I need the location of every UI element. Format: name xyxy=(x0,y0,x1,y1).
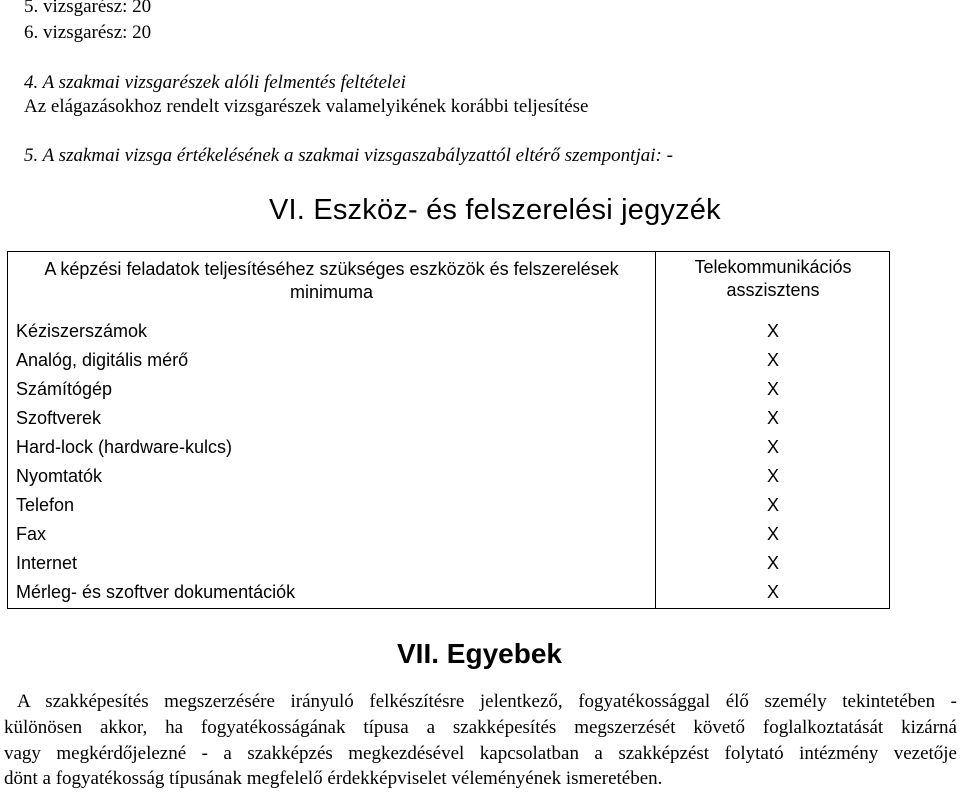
table-row-mark: X xyxy=(766,524,779,544)
table-row xyxy=(8,519,889,548)
table-row-item: Szoftverek xyxy=(16,408,102,428)
table-row-item: Hard-lock (hardware-kulcs) xyxy=(16,437,233,457)
section-4-title: 4. A szakmai vizsgarészek alóli felmentés feltételei xyxy=(24,72,406,93)
table-row-mark: X xyxy=(766,408,779,428)
section-7-paragraph-line: vagy megkérdőjelezné - a szakképzés megkezdésével kapcsolatban a szakképzést folytató intézmény vezetője xyxy=(4,743,957,764)
table-row-mark: X xyxy=(766,350,779,370)
table-header-right-line2: asszisztens xyxy=(726,280,820,300)
table-row-item: Telefon xyxy=(16,495,75,515)
section-7-heading: VII. Egyebek xyxy=(397,638,562,669)
section-5-title: 5. A szakmai vizsga értékelésének a szakmai vizsgaszabályzattól eltérő szempontjai: - xyxy=(24,145,673,166)
section-7-paragraph-line: dönt a fogyatékosság típusának megfelelő érdekképviselet véleményének ismeretében. xyxy=(4,768,663,789)
table-row-mark: X xyxy=(766,582,779,602)
table-row-mark: X xyxy=(766,466,779,486)
table-row xyxy=(8,577,889,606)
table-row xyxy=(8,403,889,432)
section-7-paragraph-line: különösen akkor, ha fogyatékosságának típusa a szakképesítés megszerzését követő foglalkoztatását kizárná xyxy=(4,717,957,738)
table-header-right-line1: Telekommunikációs xyxy=(694,257,852,277)
exam-part-6-line: 6. vizsgarész: 20 xyxy=(24,22,152,43)
section-6-heading: VI. Eszköz- és felszerelési jegyzék xyxy=(269,194,721,226)
table-row-mark: X xyxy=(766,495,779,515)
table-row xyxy=(8,432,889,461)
table-row-mark: X xyxy=(766,553,779,573)
table-row-item: Mérleg- és szoftver dokumentációk xyxy=(16,582,296,602)
table-row xyxy=(8,345,889,374)
table-row-item: Nyomtatók xyxy=(16,466,103,486)
table-row-item: Internet xyxy=(16,553,78,573)
table-row-item: Számítógép xyxy=(16,379,113,399)
table-row xyxy=(8,316,889,345)
table-row xyxy=(8,374,889,403)
table-row-mark: X xyxy=(766,437,779,457)
table-header-left-line1: A képzési feladatok teljesítéséhez szükséges eszközök és felszerelések xyxy=(44,259,619,279)
table-header-left xyxy=(8,258,655,304)
table-header-right xyxy=(656,256,890,302)
table-row-mark: X xyxy=(766,379,779,399)
exam-part-5-line: 5. vizsgarész: 20 xyxy=(24,0,152,17)
table-row xyxy=(8,548,889,577)
table-row-item: Analóg, digitális mérő xyxy=(16,350,189,370)
section-7-paragraph-line: A szakképesítés megszerzésére irányuló felkészítésre jelentkező, fogyatékossággal élő személy tekintetében - xyxy=(17,691,957,712)
table-row-item: Kéziszerszámok xyxy=(16,321,148,341)
table-row xyxy=(8,461,889,490)
section-4-text: Az elágazásokhoz rendelt vizsgarészek valamelyikének korábbi teljesítése xyxy=(24,96,589,117)
table-row-item: Fax xyxy=(16,524,47,544)
table-row xyxy=(8,490,889,519)
table-header-left-line2: minimuma xyxy=(289,282,373,302)
table-row-mark: X xyxy=(766,321,779,341)
equipment-table xyxy=(7,251,890,609)
